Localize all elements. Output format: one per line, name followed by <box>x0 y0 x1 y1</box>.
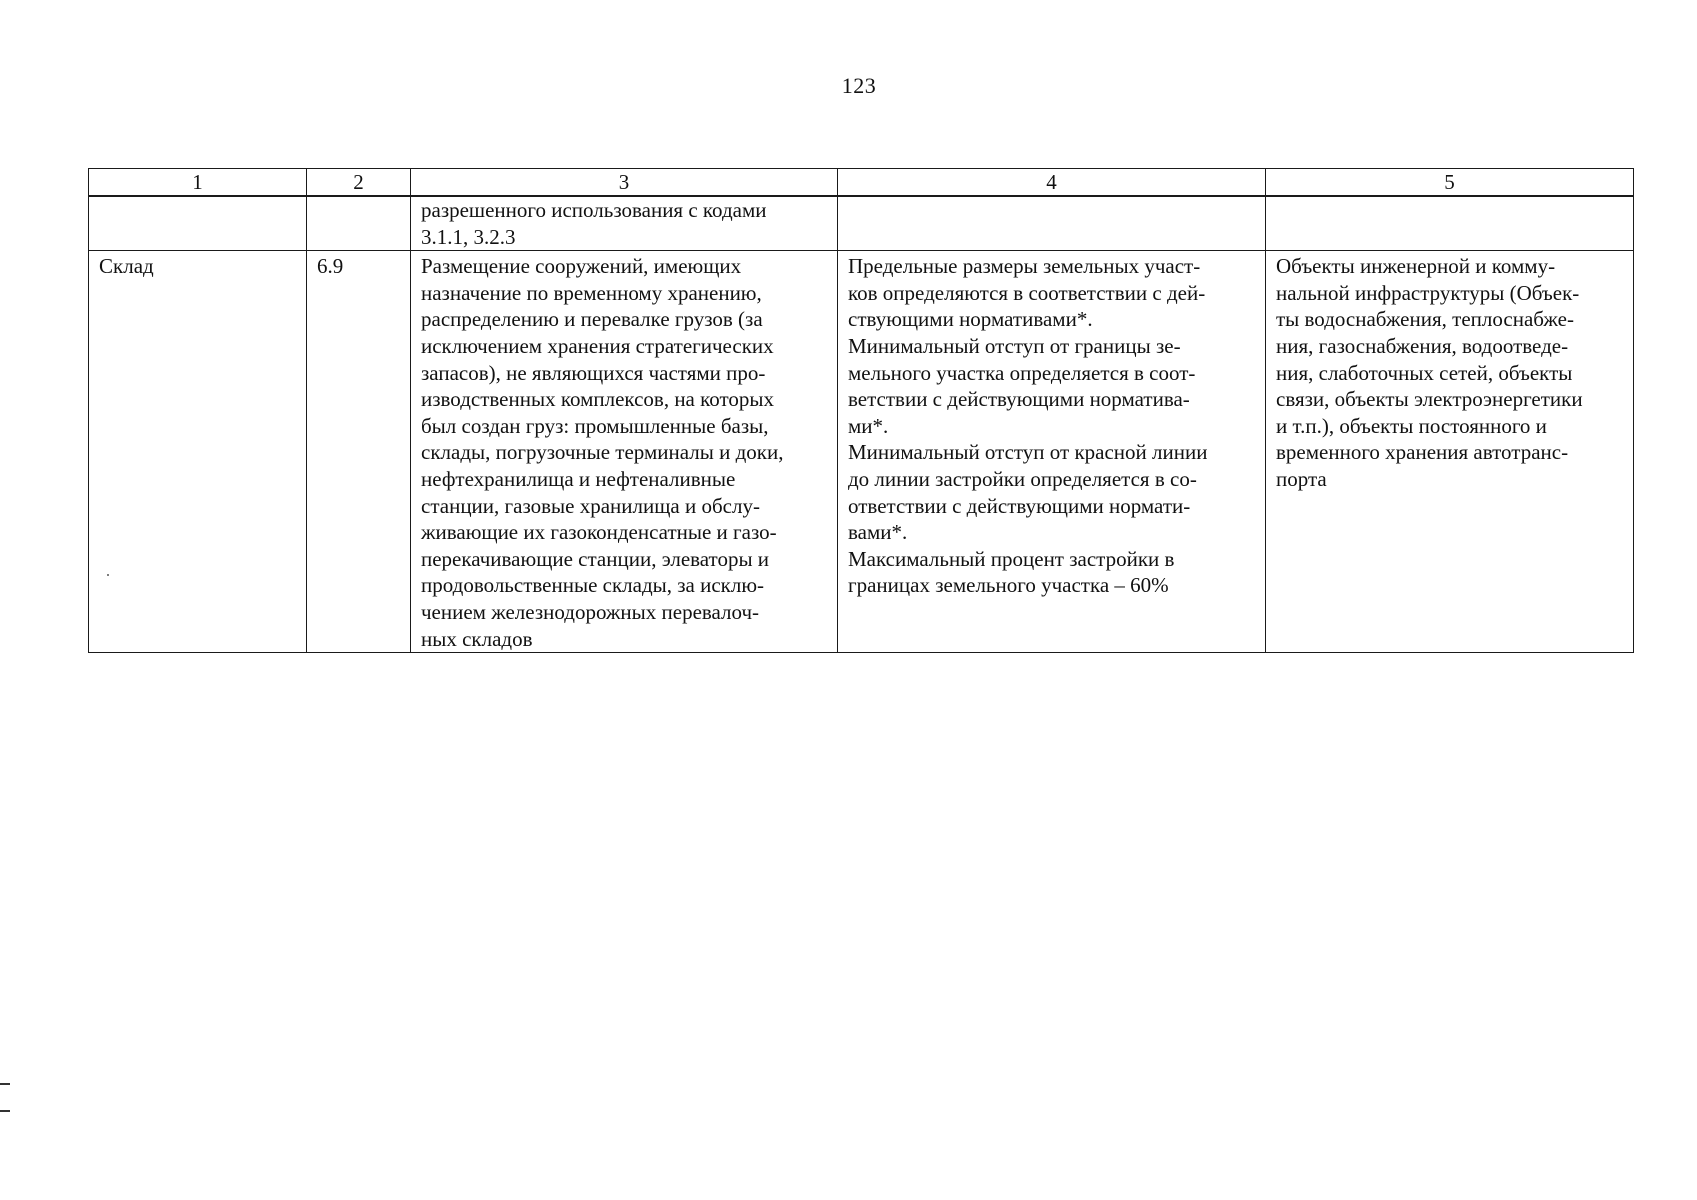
cell-auxiliary-uses <box>1266 251 1634 653</box>
cell-limit-parameters <box>838 251 1266 653</box>
column-header-1: 1 <box>89 169 307 197</box>
cell-continuation-col2 <box>307 196 411 251</box>
cell-use-name <box>89 251 307 653</box>
table-row-continuation <box>89 196 1634 251</box>
use-code-text: 6.9 <box>317 254 344 279</box>
cell-use-code <box>307 251 411 653</box>
column-header-5: 5 <box>1266 169 1634 197</box>
column-header-2: 2 <box>307 169 411 197</box>
cell-continuation-col5 <box>1266 196 1634 251</box>
cell-continuation-col3 <box>411 196 838 251</box>
cell-use-description <box>411 251 838 653</box>
margin-mark-top <box>0 1083 10 1085</box>
auxiliary-uses-text: Объекты инженерной и комму- нальной инфраструктуры (Объек- ты водоснабжения, теплоснабже- ния, газоснабжения, водоотведе- ния, слаботочных сетей, объекты связи, объекты электроэнергетики и т.п.), объекты постоянного и временного хранения автотранс- порта <box>1276 254 1583 491</box>
margin-mark-bottom <box>0 1110 10 1112</box>
scan-speck <box>107 574 109 576</box>
zoning-table <box>88 168 1634 653</box>
column-header-4: 4 <box>838 169 1266 197</box>
table-header-row <box>89 169 1634 197</box>
cell-continuation-col4 <box>838 196 1266 251</box>
table-row-warehouse <box>89 251 1634 653</box>
permitted-use-codes-text: разрешенного использования с кодами 3.1.1, 3.2.3 <box>421 198 767 249</box>
cell-continuation-col1 <box>89 196 307 251</box>
column-header-3: 3 <box>411 169 838 197</box>
use-name-text: Склад <box>99 254 154 279</box>
use-description-text: Размещение сооружений, имеющих назначение по временному хранению, распределению и перевалке грузов (за исключением хранения стратегических запасов), не являющихся частями про- изводственных комплексов, на которых был создан груз: промышленные базы, склады, погрузочные терминалы и доки, нефтехранилища и нефтеналивные станции, газовые хранилища и обслу- живающие их газоконденсатные и газо- перекачивающие станции, элеваторы и продовольственные склады, за исклю- чением железнодорожных перевалоч- ных складов <box>421 254 784 651</box>
page-number: 123 <box>841 73 877 98</box>
limit-parameters-text: Предельные размеры земельных участ- ков определяются в соответствии с дей- ствующими нормативами*. Минимальный отступ от границы зе- мельного участка определяется в соот- ветствии с действующими норматива- ми*. Минимальный отступ от красной линии до линии застройки определяется в со- ответствии с действующими нормати- вами*. Максимальный процент застройки в границах земельного участка – 60% <box>848 254 1208 598</box>
